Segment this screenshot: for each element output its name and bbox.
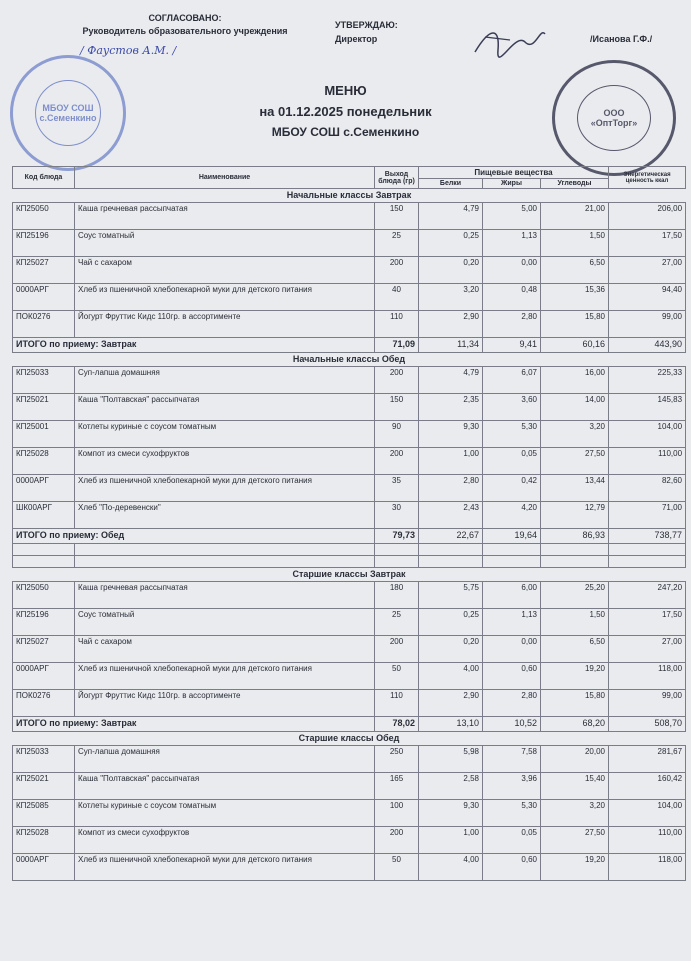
cell-c: 1,50 bbox=[541, 609, 609, 636]
cell-output: 200 bbox=[375, 448, 419, 475]
agreed-block bbox=[60, 12, 310, 38]
total-p: 11,34 bbox=[419, 338, 483, 353]
empty-cell bbox=[375, 556, 419, 568]
cell-name: Суп-лапша домашняя bbox=[75, 367, 375, 394]
menu-title-block bbox=[0, 80, 691, 143]
table-row bbox=[13, 311, 686, 338]
cell-name: Хлеб из пшеничной хлебопекарной муки для детского питания bbox=[75, 284, 375, 311]
cell-c: 25,20 bbox=[541, 582, 609, 609]
cell-c: 21,00 bbox=[541, 203, 609, 230]
cell-output: 180 bbox=[375, 582, 419, 609]
total-p: 22,67 bbox=[419, 529, 483, 544]
cell-e: 225,33 bbox=[609, 367, 686, 394]
cell-c: 14,00 bbox=[541, 394, 609, 421]
section-title-text: Старшие классы Обед bbox=[13, 732, 686, 746]
cell-f: 3,96 bbox=[483, 773, 541, 800]
cell-e: 104,00 bbox=[609, 421, 686, 448]
cell-name: Чай с сахаром bbox=[75, 636, 375, 663]
cell-output: 90 bbox=[375, 421, 419, 448]
table-row bbox=[13, 394, 686, 421]
approve-block bbox=[335, 18, 398, 46]
empty-cell bbox=[75, 544, 375, 556]
cell-f: 3,60 bbox=[483, 394, 541, 421]
cell-f: 6,00 bbox=[483, 582, 541, 609]
cell-name: Каша гречневая рассыпчатая bbox=[75, 582, 375, 609]
agreed-title: СОГЛАСОВАНО: bbox=[148, 13, 222, 23]
empty-cell bbox=[75, 556, 375, 568]
section-title bbox=[13, 353, 686, 367]
cell-name: Компот из смеси сухофруктов bbox=[75, 827, 375, 854]
total-c: 86,93 bbox=[541, 529, 609, 544]
col-energy: Энергетическая ценность ккал bbox=[609, 167, 686, 189]
cell-c: 16,00 bbox=[541, 367, 609, 394]
cell-code: КП25033 bbox=[13, 367, 75, 394]
cell-output: 40 bbox=[375, 284, 419, 311]
cell-e: 17,50 bbox=[609, 230, 686, 257]
table-row bbox=[13, 690, 686, 717]
total-e: 443,90 bbox=[609, 338, 686, 353]
empty-cell bbox=[541, 556, 609, 568]
table-row bbox=[13, 854, 686, 881]
cell-c: 15,80 bbox=[541, 690, 609, 717]
cell-output: 200 bbox=[375, 636, 419, 663]
cell-name: Хлеб "По-деревенски" bbox=[75, 502, 375, 529]
col-name: Наименование bbox=[75, 167, 375, 189]
cell-name: Йогурт Фруттис Кидс 110гр. в ассортименте bbox=[75, 690, 375, 717]
cell-name: Хлеб из пшеничной хлебопекарной муки для детского питания bbox=[75, 854, 375, 881]
cell-code: КП25028 bbox=[13, 448, 75, 475]
cell-c: 15,40 bbox=[541, 773, 609, 800]
cell-f: 0,05 bbox=[483, 448, 541, 475]
col-nutrients: Пищевые вещества bbox=[419, 167, 609, 179]
cell-name: Суп-лапша домашняя bbox=[75, 746, 375, 773]
cell-p: 2,35 bbox=[419, 394, 483, 421]
empty-cell bbox=[609, 544, 686, 556]
cell-code: КП25196 bbox=[13, 609, 75, 636]
section-title-text: Начальные классы Завтрак bbox=[13, 189, 686, 203]
cell-output: 30 bbox=[375, 502, 419, 529]
cell-code: КП25001 bbox=[13, 421, 75, 448]
total-label: ИТОГО по приему: Завтрак bbox=[13, 717, 375, 732]
table-row bbox=[13, 421, 686, 448]
cell-c: 19,20 bbox=[541, 663, 609, 690]
cell-c: 27,50 bbox=[541, 448, 609, 475]
cell-code: КП25027 bbox=[13, 636, 75, 663]
cell-p: 9,30 bbox=[419, 421, 483, 448]
cell-p: 2,90 bbox=[419, 690, 483, 717]
cell-code: КП25050 bbox=[13, 203, 75, 230]
section-title bbox=[13, 568, 686, 582]
cell-f: 1,13 bbox=[483, 230, 541, 257]
cell-f: 4,20 bbox=[483, 502, 541, 529]
table-row bbox=[13, 203, 686, 230]
cell-p: 2,90 bbox=[419, 311, 483, 338]
empty-cell bbox=[13, 556, 75, 568]
total-output: 79,73 bbox=[375, 529, 419, 544]
total-c: 68,20 bbox=[541, 717, 609, 732]
section-title-text: Старшие классы Завтрак bbox=[13, 568, 686, 582]
col-carbs: Углеводы bbox=[541, 179, 609, 189]
menu-date: на 01.12.2025 понедельник bbox=[259, 104, 432, 119]
cell-e: 27,00 bbox=[609, 636, 686, 663]
cell-c: 3,20 bbox=[541, 421, 609, 448]
empty-cell bbox=[609, 556, 686, 568]
approve-name: /Исанова Г.Ф./ bbox=[590, 34, 653, 44]
cell-p: 0,25 bbox=[419, 230, 483, 257]
cell-p: 2,80 bbox=[419, 475, 483, 502]
cell-c: 27,50 bbox=[541, 827, 609, 854]
cell-f: 2,80 bbox=[483, 311, 541, 338]
cell-output: 25 bbox=[375, 609, 419, 636]
cell-name: Каша "Полтавская" рассыпчатая bbox=[75, 773, 375, 800]
section-title-text: Начальные классы Обед bbox=[13, 353, 686, 367]
cell-output: 35 bbox=[375, 475, 419, 502]
cell-output: 100 bbox=[375, 800, 419, 827]
table-row bbox=[13, 773, 686, 800]
total-label: ИТОГО по приему: Обед bbox=[13, 529, 375, 544]
school-stamp-text: МБОУ СОШ с.Семенкино bbox=[39, 103, 97, 123]
cell-f: 0,00 bbox=[483, 636, 541, 663]
section-title bbox=[13, 189, 686, 203]
cell-e: 94,40 bbox=[609, 284, 686, 311]
empty-cell bbox=[13, 544, 75, 556]
company-stamp-name: «ОптТорг» bbox=[590, 118, 638, 128]
cell-e: 145,83 bbox=[609, 394, 686, 421]
table-row bbox=[13, 448, 686, 475]
cell-c: 3,20 bbox=[541, 800, 609, 827]
total-c: 60,16 bbox=[541, 338, 609, 353]
cell-p: 4,00 bbox=[419, 854, 483, 881]
cell-code: КП25027 bbox=[13, 257, 75, 284]
menu-body bbox=[13, 189, 686, 881]
cell-c: 6,50 bbox=[541, 257, 609, 284]
cell-name: Соус томатный bbox=[75, 230, 375, 257]
cell-name: Котлеты куриные с соусом томатным bbox=[75, 800, 375, 827]
cell-output: 200 bbox=[375, 367, 419, 394]
cell-e: 206,00 bbox=[609, 203, 686, 230]
total-f: 19,64 bbox=[483, 529, 541, 544]
cell-e: 110,00 bbox=[609, 827, 686, 854]
cell-e: 99,00 bbox=[609, 311, 686, 338]
cell-e: 17,50 bbox=[609, 609, 686, 636]
total-f: 9,41 bbox=[483, 338, 541, 353]
cell-code: КП25085 bbox=[13, 800, 75, 827]
cell-e: 281,67 bbox=[609, 746, 686, 773]
empty-row bbox=[13, 556, 686, 568]
empty-cell bbox=[483, 544, 541, 556]
total-row bbox=[13, 338, 686, 353]
cell-p: 0,25 bbox=[419, 609, 483, 636]
approve-role: Директор bbox=[335, 34, 378, 44]
table-row bbox=[13, 800, 686, 827]
empty-row bbox=[13, 544, 686, 556]
cell-p: 3,20 bbox=[419, 284, 483, 311]
section-title bbox=[13, 732, 686, 746]
table-row bbox=[13, 827, 686, 854]
cell-output: 110 bbox=[375, 690, 419, 717]
table-row bbox=[13, 230, 686, 257]
cell-output: 200 bbox=[375, 257, 419, 284]
cell-c: 6,50 bbox=[541, 636, 609, 663]
cell-p: 2,58 bbox=[419, 773, 483, 800]
cell-p: 2,43 bbox=[419, 502, 483, 529]
empty-cell bbox=[483, 556, 541, 568]
cell-code: 0000АРГ bbox=[13, 854, 75, 881]
cell-output: 25 bbox=[375, 230, 419, 257]
table-row bbox=[13, 663, 686, 690]
table-row bbox=[13, 609, 686, 636]
cell-p: 4,00 bbox=[419, 663, 483, 690]
cell-e: 160,42 bbox=[609, 773, 686, 800]
cell-output: 150 bbox=[375, 394, 419, 421]
cell-p: 4,79 bbox=[419, 203, 483, 230]
cell-e: 82,60 bbox=[609, 475, 686, 502]
cell-p: 4,79 bbox=[419, 367, 483, 394]
cell-name: Компот из смеси сухофруктов bbox=[75, 448, 375, 475]
cell-e: 118,00 bbox=[609, 663, 686, 690]
cell-c: 1,50 bbox=[541, 230, 609, 257]
cell-f: 0,00 bbox=[483, 257, 541, 284]
cell-c: 13,44 bbox=[541, 475, 609, 502]
empty-cell bbox=[541, 544, 609, 556]
col-code: Код блюда bbox=[13, 167, 75, 189]
empty-cell bbox=[419, 544, 483, 556]
cell-f: 0,60 bbox=[483, 854, 541, 881]
cell-name: Соус томатный bbox=[75, 609, 375, 636]
cell-p: 5,98 bbox=[419, 746, 483, 773]
table-row bbox=[13, 636, 686, 663]
cell-code: КП25028 bbox=[13, 827, 75, 854]
cell-code: 0000АРГ bbox=[13, 284, 75, 311]
cell-p: 0,20 bbox=[419, 257, 483, 284]
cell-code: КП25021 bbox=[13, 773, 75, 800]
col-proteins: Белки bbox=[419, 179, 483, 189]
cell-output: 165 bbox=[375, 773, 419, 800]
cell-f: 2,80 bbox=[483, 690, 541, 717]
company-stamp-org: ООО bbox=[603, 108, 625, 118]
agreed-role: Руководитель образовательного учреждения bbox=[82, 26, 288, 36]
total-e: 738,77 bbox=[609, 529, 686, 544]
total-row bbox=[13, 717, 686, 732]
cell-code: 0000АРГ bbox=[13, 663, 75, 690]
col-output: Выход блюда (гр) bbox=[375, 167, 419, 189]
cell-code: ПОК0276 bbox=[13, 690, 75, 717]
cell-c: 15,80 bbox=[541, 311, 609, 338]
total-p: 13,10 bbox=[419, 717, 483, 732]
cell-name: Котлеты куриные с соусом томатным bbox=[75, 421, 375, 448]
cell-f: 0,05 bbox=[483, 827, 541, 854]
director-signature-icon bbox=[470, 22, 550, 62]
cell-output: 200 bbox=[375, 827, 419, 854]
col-fats: Жиры bbox=[483, 179, 541, 189]
cell-code: ШК00АРГ bbox=[13, 502, 75, 529]
cell-e: 71,00 bbox=[609, 502, 686, 529]
cell-output: 50 bbox=[375, 854, 419, 881]
table-row bbox=[13, 746, 686, 773]
cell-e: 247,20 bbox=[609, 582, 686, 609]
cell-name: Хлеб из пшеничной хлебопекарной муки для детского питания bbox=[75, 663, 375, 690]
cell-f: 0,42 bbox=[483, 475, 541, 502]
cell-f: 5,30 bbox=[483, 800, 541, 827]
cell-e: 27,00 bbox=[609, 257, 686, 284]
total-output: 78,02 bbox=[375, 717, 419, 732]
cell-output: 150 bbox=[375, 203, 419, 230]
total-e: 508,70 bbox=[609, 717, 686, 732]
cell-f: 1,13 bbox=[483, 609, 541, 636]
cell-name: Йогурт Фруттис Кидс 110гр. в ассортименте bbox=[75, 311, 375, 338]
table-row bbox=[13, 257, 686, 284]
table-row bbox=[13, 475, 686, 502]
cell-output: 250 bbox=[375, 746, 419, 773]
cell-c: 20,00 bbox=[541, 746, 609, 773]
total-row bbox=[13, 529, 686, 544]
cell-e: 99,00 bbox=[609, 690, 686, 717]
cell-f: 0,48 bbox=[483, 284, 541, 311]
cell-code: ПОК0276 bbox=[13, 311, 75, 338]
cell-p: 5,75 bbox=[419, 582, 483, 609]
cell-name: Хлеб из пшеничной хлебопекарной муки для детского питания bbox=[75, 475, 375, 502]
cell-f: 5,30 bbox=[483, 421, 541, 448]
cell-code: КП25021 bbox=[13, 394, 75, 421]
cell-output: 110 bbox=[375, 311, 419, 338]
cell-f: 6,07 bbox=[483, 367, 541, 394]
total-output: 71,09 bbox=[375, 338, 419, 353]
cell-f: 0,60 bbox=[483, 663, 541, 690]
table-row bbox=[13, 367, 686, 394]
cell-code: КП25033 bbox=[13, 746, 75, 773]
table-row bbox=[13, 284, 686, 311]
total-label: ИТОГО по приему: Завтрак bbox=[13, 338, 375, 353]
cell-code: 0000АРГ bbox=[13, 475, 75, 502]
cell-output: 50 bbox=[375, 663, 419, 690]
agreed-signature: / Фаустов А.М. / bbox=[80, 44, 177, 57]
cell-e: 118,00 bbox=[609, 854, 686, 881]
cell-f: 5,00 bbox=[483, 203, 541, 230]
cell-e: 104,00 bbox=[609, 800, 686, 827]
cell-c: 12,79 bbox=[541, 502, 609, 529]
cell-code: КП25196 bbox=[13, 230, 75, 257]
menu-table bbox=[12, 166, 686, 881]
cell-code: КП25050 bbox=[13, 582, 75, 609]
cell-name: Каша гречневая рассыпчатая bbox=[75, 203, 375, 230]
cell-name: Каша "Полтавская" рассыпчатая bbox=[75, 394, 375, 421]
cell-p: 1,00 bbox=[419, 448, 483, 475]
cell-name: Чай с сахаром bbox=[75, 257, 375, 284]
cell-p: 0,20 bbox=[419, 636, 483, 663]
total-f: 10,52 bbox=[483, 717, 541, 732]
approve-title: УТВЕРЖДАЮ: bbox=[335, 20, 398, 30]
menu-school: МБОУ СОШ с.Семенкино bbox=[271, 125, 420, 139]
menu-title: МЕНЮ bbox=[324, 83, 367, 98]
cell-p: 9,30 bbox=[419, 800, 483, 827]
cell-c: 19,20 bbox=[541, 854, 609, 881]
table-row bbox=[13, 502, 686, 529]
cell-e: 110,00 bbox=[609, 448, 686, 475]
table-row bbox=[13, 582, 686, 609]
cell-f: 7,58 bbox=[483, 746, 541, 773]
cell-p: 1,00 bbox=[419, 827, 483, 854]
empty-cell bbox=[419, 556, 483, 568]
empty-cell bbox=[375, 544, 419, 556]
cell-c: 15,36 bbox=[541, 284, 609, 311]
